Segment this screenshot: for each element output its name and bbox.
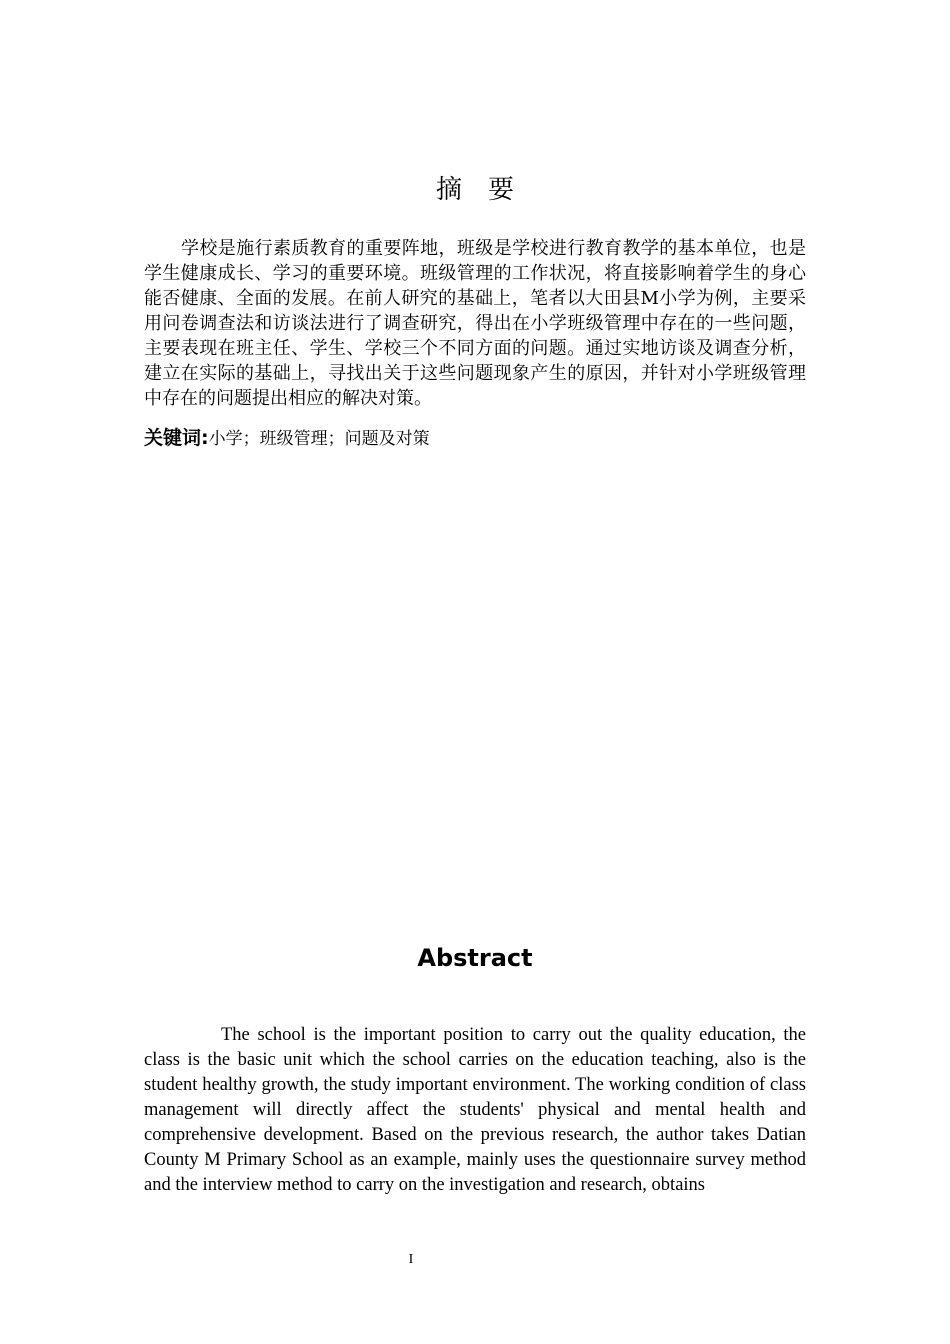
abstract-zh-body: 学校是施行素质教育的重要阵地，班级是学校进行教育教学的基本单位，也是学生健康成长、学习的重要环境。班级管理的工作状况，将直接影响着学生的身心能否健康、全面的发展。在前人研究的基础上，笔者以大田县M小学为例，主要采用问卷调查法和访谈法进行了调查研究，得出在小学班级管理中存在的一些问题，主要表现在班主任、学生、学校三个不同方面的问题。通过实地访谈及调查分析，建立在实际的基础上，寻找出关于这些问题现象产生的原因，并针对小学班级管理中存在的问题提出相应的解决对策。 bbox=[144, 238, 806, 409]
page-number: I bbox=[408, 1252, 414, 1267]
keywords-label: 关键词: bbox=[144, 427, 209, 449]
keywords-values: 小学；班级管理；问题及对策 bbox=[208, 429, 430, 449]
abstract-zh-keywords bbox=[144, 424, 806, 454]
abstract-en-title: Abstract bbox=[417, 944, 533, 972]
abstract-en-body: The school is the important position to carry out the quality education, the class is the basic unit which the school carries on the education teaching, also is the student healthy growth, the study important environment. The working condition of class management will directly affect the students' physical and mental health and comprehensive development. Based on the previous research, the author takes Datian County M Primary School as an example, mainly uses the questionnaire survey method and the interview method to carry on the investigation and research, obtains bbox=[144, 1025, 806, 1195]
abstract-zh-title: 摘要 bbox=[435, 175, 540, 205]
